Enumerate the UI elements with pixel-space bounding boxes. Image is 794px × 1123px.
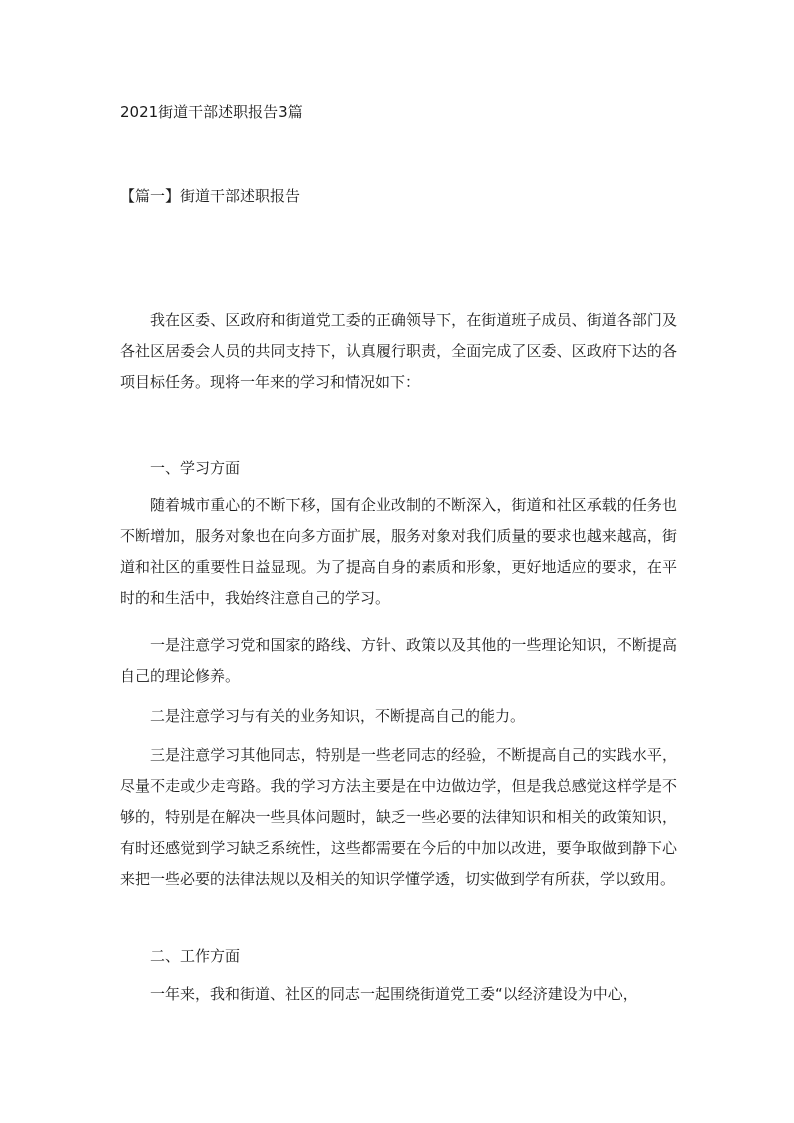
chapter-title: 【篇一】街道干部述职报告 <box>120 187 301 205</box>
study-paragraph-1: 随着城市重心的不断下移，国有企业改制的不断深入，街道和社区承载的任务也不断增加，服务对象也在向多方面扩展，服务对象对我们质量的要求也越来越高，街道和社区的重要性日益显现。为了提高自身的素质和形象，更好地适应的要求，在平时的和生活中，我始终注意自己的学习。 <box>120 496 677 607</box>
study-paragraph-3: 二是注意学习与有关的业务知识，不断提高自己的能力。 <box>150 707 526 725</box>
study-paragraph-2: 一是注意学习党和国家的路线、方针、政策以及其他的一些理论知识，不断提高自己的理论修养。 <box>120 636 677 685</box>
section-heading-study: 一、学习方面 <box>150 459 241 477</box>
section-heading-work: 二、工作方面 <box>150 947 241 965</box>
intro-paragraph: 我在区委、区政府和街道党工委的正确领导下，在街道班子成员、街道各部门及各社区居委会人员的共同支持下，认真履行职责，全面完成了区委、区政府下达的各项目标任务。现将一年来的学习和情况如下： <box>120 311 677 391</box>
work-paragraph-1: 一年来，我和街道、社区的同志一起围绕街道党工委“以经济建设为中心， <box>150 985 638 1003</box>
study-paragraph-4: 三是注意学习其他同志，特别是一些老同志的经验，不断提高自己的实践水平，尽量不走或少走弯路。我的学习方法主要是在中边做边学，但是我总感觉这样学是不够的，特别是在解决一些具体问题时，缺乏一些必要的法律知识和相关的政策知识，有时还感觉到学习缺乏系统性，这些都需要在今后的中加以改进，要争取做到静下心来把一些必要的法律法规以及相关的知识学懂学透，切实做到学有所获，学以致用。 <box>120 746 677 888</box>
document-title: 2021街道干部述职报告3篇 <box>120 103 303 121</box>
